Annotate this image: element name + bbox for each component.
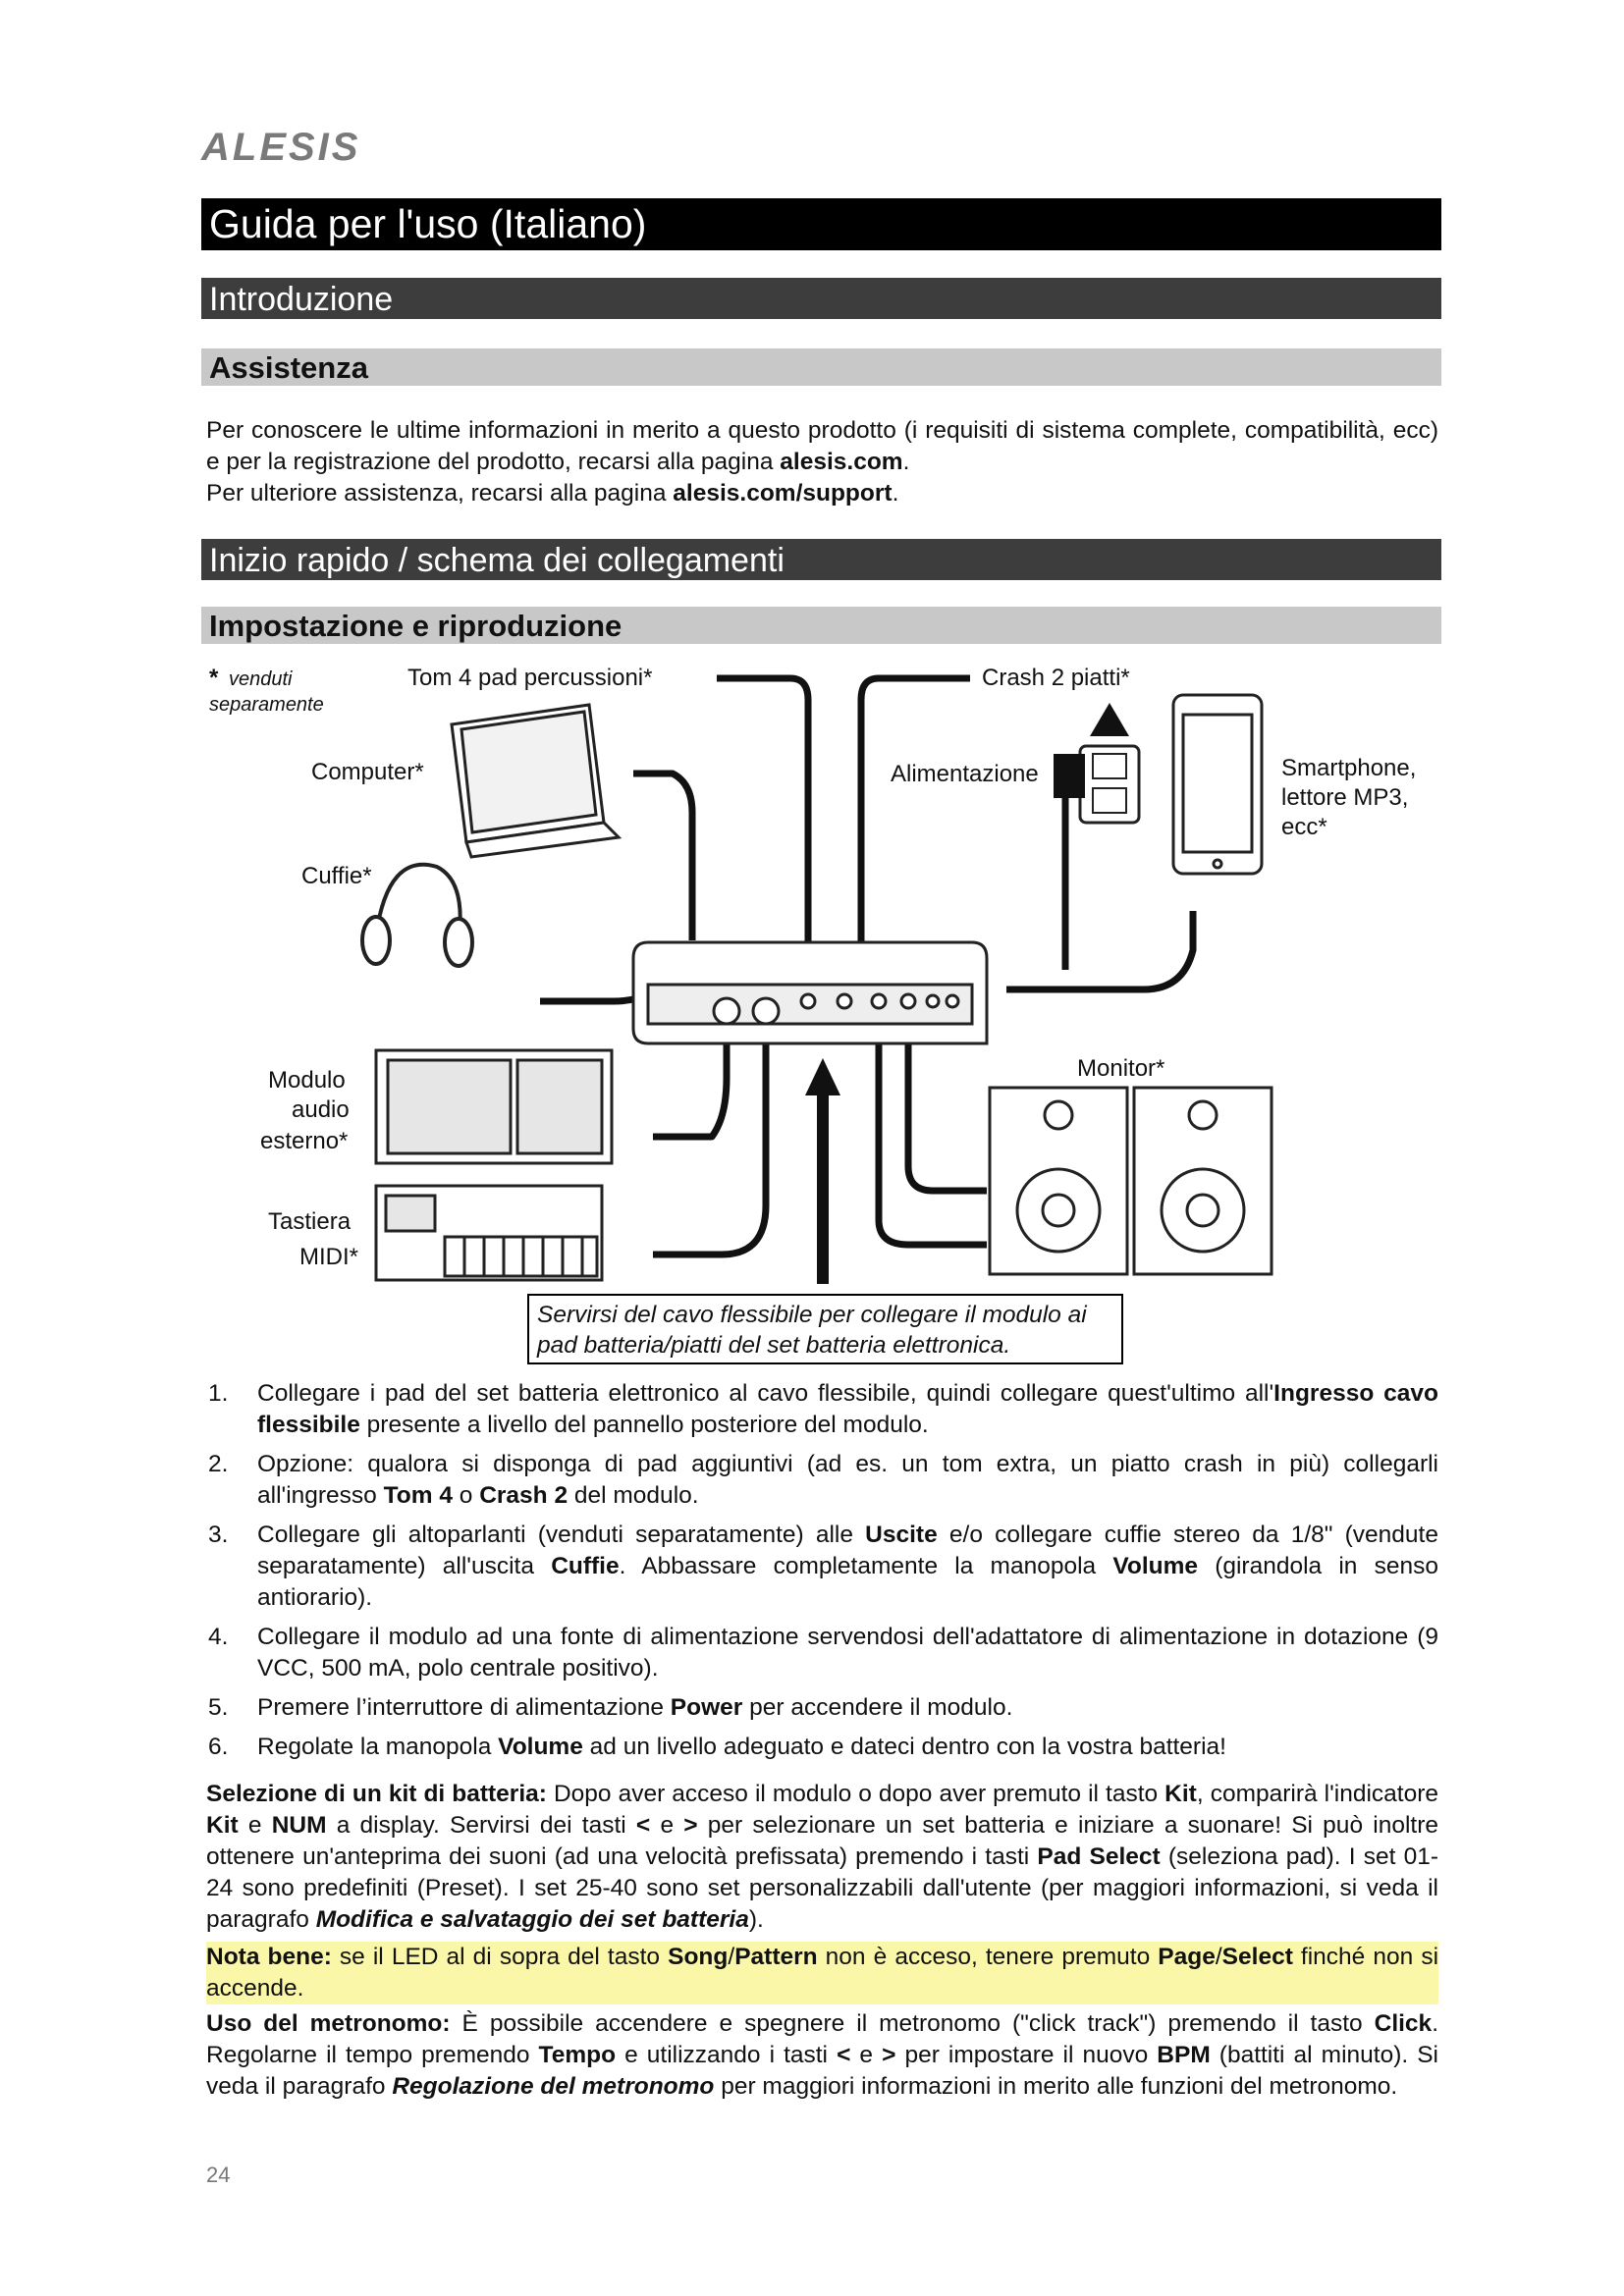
connection-diagram <box>201 656 1441 1294</box>
crash2-cable <box>861 678 970 950</box>
drum-module-icon <box>633 942 987 1043</box>
sold-separately-label-1: venduti <box>229 668 293 690</box>
section-heading-quickstart: Inizio rapido / schema dei collegamenti <box>201 539 1441 580</box>
label-midi-1: Tastiera <box>268 1208 352 1235</box>
list-item: 2. Opzione: qualora si disponga di pad aggiuntivi (ad es. un tom extra, un piatto crash in più) collegarli all'ingresso Tom 4 o Crash 2 del modulo. <box>208 1451 1438 1509</box>
snake-cable-arrow <box>805 1058 840 1284</box>
support-link-alesis-support[interactable]: alesis.com/support <box>673 480 893 507</box>
metronome-paragraph: Uso del metronomo: È possibile accendere e spegnere il metronomo ("click track") premendo il tasto Click. Regolarne il tempo premendo Tempo e utilizzando i tasti < e > per impostare il nuovo BPM (battiti al minuto). Si veda il paragrafo Regolazione del metronomo per maggiori informazioni in merito alle funzioni del metronomo. <box>206 2010 1438 2100</box>
midi-keyboard-icon <box>376 1186 602 1280</box>
label-crash2: Crash 2 piatti* <box>982 665 1130 691</box>
headphones-icon <box>362 865 472 966</box>
label-power: Alimentazione <box>891 761 1039 787</box>
label-tom4: Tom 4 pad percussioni* <box>407 665 653 691</box>
diagram-caption: Servirsi del cavo flessibile per collegare il modulo ai pad batteria/piatti del set batteria elettronica. <box>527 1294 1123 1364</box>
label-smartphone-1: Smartphone, <box>1281 755 1417 781</box>
monitor-left-cable <box>879 1029 987 1245</box>
monitor-right-cable <box>908 1029 987 1191</box>
page-number: 24 <box>206 2163 231 2187</box>
label-monitor: Monitor* <box>1077 1055 1165 1082</box>
label-ext-audio-3: esterno* <box>260 1128 349 1154</box>
page-title: Guida per l'uso (Italiano) <box>201 198 1441 250</box>
support-link-alesis[interactable]: alesis.com <box>780 449 903 475</box>
label-smartphone-3: ecc* <box>1281 814 1327 840</box>
computer-usb-cable <box>633 774 692 940</box>
label-ext-audio-2: audio <box>292 1096 350 1123</box>
monitor-speakers-icon <box>990 1088 1272 1274</box>
midi-cable <box>653 1029 766 1255</box>
tom4-cable <box>717 678 808 950</box>
list-item: 3. Collegare gli altoparlanti (venduti separatamente) alle Uscite e/o collegare cuffie stereo da 1/8" (vendute separatamente) all'uscita Cuffie. Abbassare completamente la manopola Volume (girandola in senso antiorario). <box>208 1522 1438 1611</box>
support-paragraph: Per conoscere le ultime informazioni in merito a questo prodotto (i requisiti di sistema complete, compatibilità, ecc) e per la registrazione del prodotto, recarsi alla pagina alesis.com. Per ulteriore assistenza, recarsi alla pagina alesis.com/support. <box>206 417 1438 507</box>
label-midi-2: MIDI* <box>299 1244 358 1270</box>
list-item: 5. Premere l’interruttore di alimentazione Power per accendere il modulo. <box>208 1694 1013 1721</box>
kit-selection-paragraph: Selezione di un kit di batteria: Dopo aver acceso il modulo o dopo aver premuto il tasto Kit, comparirà l'indicatore Kit e NUM a display. Servirsi dei tasti < e > per selezionare un set batteria e iniziare a suonare! Si può inoltre ottenere un'anteprima dei suoni (ad una velocità prefissata) premendo i tasti Pad Select (seleziona pad). I set 01-24 sono predefiniti (Preset). I set 25-40 sono set personalizzabili dall'utente (per maggiori informazioni, si veda il paragrafo Modifica e salvataggio dei set batteria). <box>206 1781 1438 1933</box>
sold-separately-label-2: separamente <box>209 694 324 716</box>
note-paragraph: Nota bene: se il LED al di sopra del tasto Song/Pattern non è acceso, tenere premuto Page/Select finché non si accende. <box>206 1942 1438 2004</box>
list-item: 1. Collegare i pad del set batteria elettronico al cavo flessibile, quindi collegare quest'ultimo all'Ingresso cavo flessibile presente a livello del pannello posteriore del modulo. <box>208 1380 1438 1438</box>
sold-separately-star: * <box>209 665 219 691</box>
list-item: 4. Collegare il modulo ad una fonte di alimentazione servendosi dell'adattatore di alimentazione in dotazione (9 VCC, 500 mA, polo centrale positivo). <box>208 1624 1438 1682</box>
setup-steps-list <box>206 1378 1438 1771</box>
smartphone-icon <box>1173 695 1262 874</box>
aux-cable <box>1006 911 1193 989</box>
alesis-logo: ALESIS <box>201 126 361 169</box>
section-heading-setup: Impostazione e riproduzione <box>201 607 1441 644</box>
label-computer: Computer* <box>311 759 424 785</box>
label-smartphone-2: lettore MP3, <box>1281 784 1409 811</box>
laptop-icon <box>452 705 619 857</box>
audio-module-icon <box>376 1050 612 1163</box>
list-item: 6. Regolate la manopola Volume ad un livello adeguato e dateci dentro con la vostra batteria! <box>208 1734 1226 1760</box>
label-ext-audio-1: Modulo <box>268 1067 346 1094</box>
section-heading-support: Assistenza <box>201 348 1441 386</box>
label-headphones: Cuffie* <box>301 863 372 889</box>
section-heading-intro: Introduzione <box>201 278 1441 319</box>
